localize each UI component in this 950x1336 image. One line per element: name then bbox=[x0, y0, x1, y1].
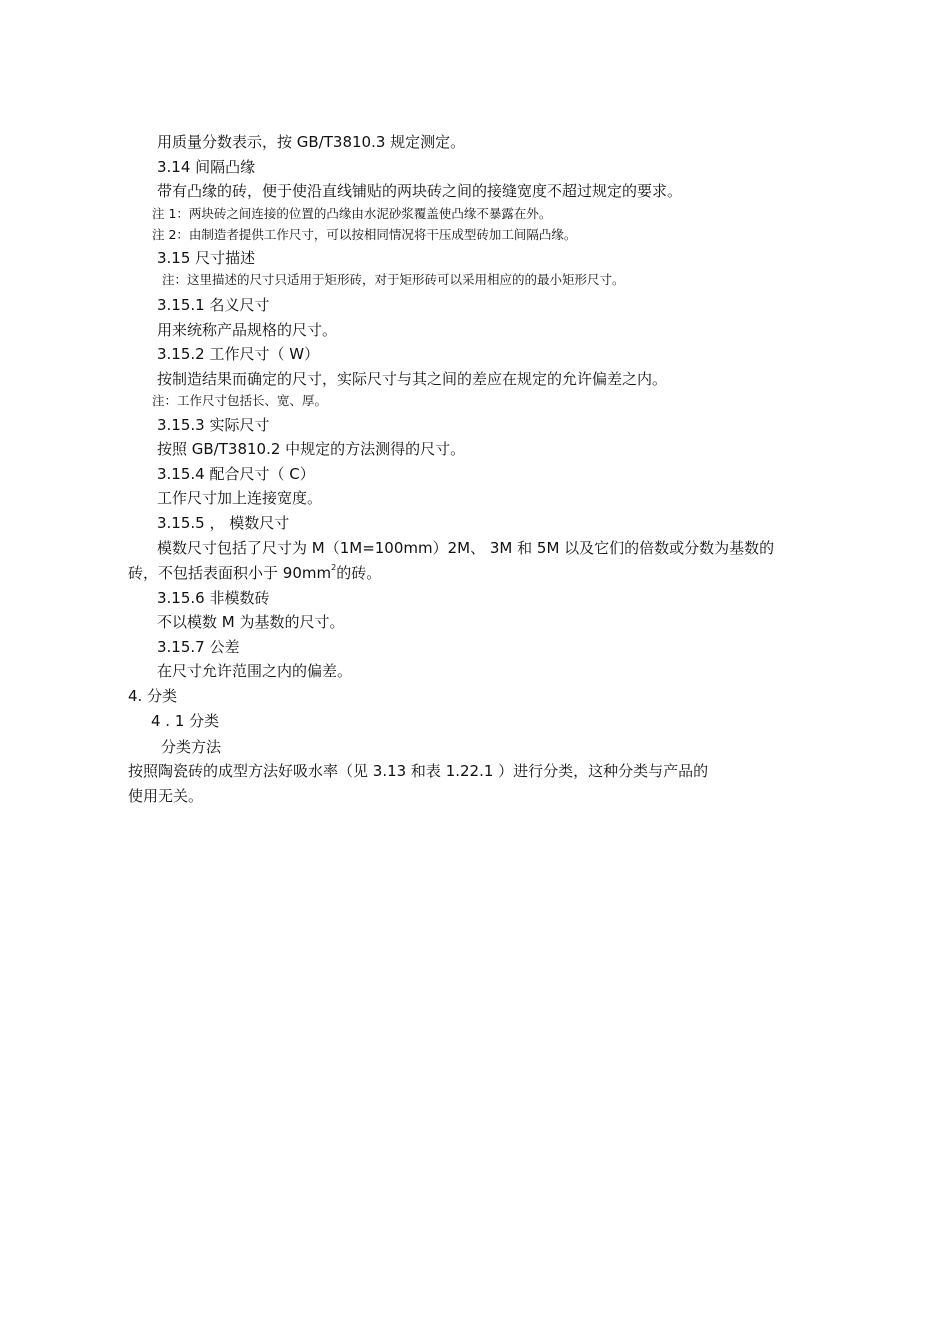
text-line: 模数尺寸包括了尺寸为 M（1M=100mm）2M、 3M 和 5M 以及它们的倍数或分数为基数的 bbox=[157, 539, 775, 557]
text-line: 在尺寸允许范围之内的偏差。 bbox=[157, 662, 353, 680]
section-heading: 3.15.2 工作尺寸（ W） bbox=[157, 345, 320, 363]
section-heading: 4 . 1 分类 bbox=[151, 712, 220, 730]
section-heading: 4. 分类 bbox=[128, 687, 178, 705]
note-line: 注：工作尺寸包括长、宽、厚。 bbox=[152, 393, 328, 408]
text-line: 工作尺寸加上连接宽度。 bbox=[157, 489, 323, 507]
text-line bbox=[128, 563, 381, 586]
superscript: 2 bbox=[331, 563, 337, 572]
section-heading: 3.15.5 ， 模数尺寸 bbox=[157, 514, 290, 532]
text-line: 用质量分数表示，按 GB/T3810.3 规定测定。 bbox=[157, 133, 466, 151]
text-line: 按制造结果而确定的尺寸，实际尺寸与其之间的差应在规定的允许偏差之内。 bbox=[157, 370, 668, 388]
text-line: 分类方法 bbox=[161, 738, 222, 756]
text-line: 使用无关。 bbox=[128, 787, 204, 805]
text-line: 按照陶瓷砖的成型方法好吸水率（见 3.13 和表 1.22.1 ）进行分类，这种分类与产品的 bbox=[128, 762, 709, 780]
text-line: 带有凸缘的砖，便于使沿直线铺贴的两块砖之间的接缝宽度不超过规定的要求。 bbox=[157, 182, 683, 200]
text-span: 的砖。 bbox=[336, 564, 382, 582]
section-heading: 3.15.4 配合尺寸（ C） bbox=[157, 465, 315, 483]
text-line: 按照 GB/T3810.2 中规定的方法测得的尺寸。 bbox=[157, 440, 466, 458]
section-heading: 3.15 尺寸描述 bbox=[157, 249, 256, 267]
note-line: 注 2：由制造者提供工作尺寸，可以按相同情况将干压成型砖加工间隔凸缘。 bbox=[152, 227, 577, 242]
note-line: 注：这里描述的尺寸只适用于矩形砖，对于矩形砖可以采用相应的的最小矩形尺寸。 bbox=[162, 272, 625, 287]
text-line: 不以模数 M 为基数的尺寸。 bbox=[157, 613, 345, 631]
section-heading: 3.15.7 公差 bbox=[157, 638, 240, 656]
text-line: 用来统称产品规格的尺寸。 bbox=[157, 321, 338, 339]
section-heading: 3.14 间隔凸缘 bbox=[157, 158, 256, 176]
section-heading: 3.15.6 非模数砖 bbox=[157, 589, 270, 607]
note-line: 注 1：两块砖之间连接的位置的凸缘由水泥砂浆覆盖使凸缘不暴露在外。 bbox=[152, 206, 552, 221]
section-heading: 3.15.3 实际尺寸 bbox=[157, 416, 270, 434]
section-heading: 3.15.1 名义尺寸 bbox=[157, 296, 270, 314]
text-span: 砖，不包括表面积小于 90mm bbox=[128, 564, 332, 582]
